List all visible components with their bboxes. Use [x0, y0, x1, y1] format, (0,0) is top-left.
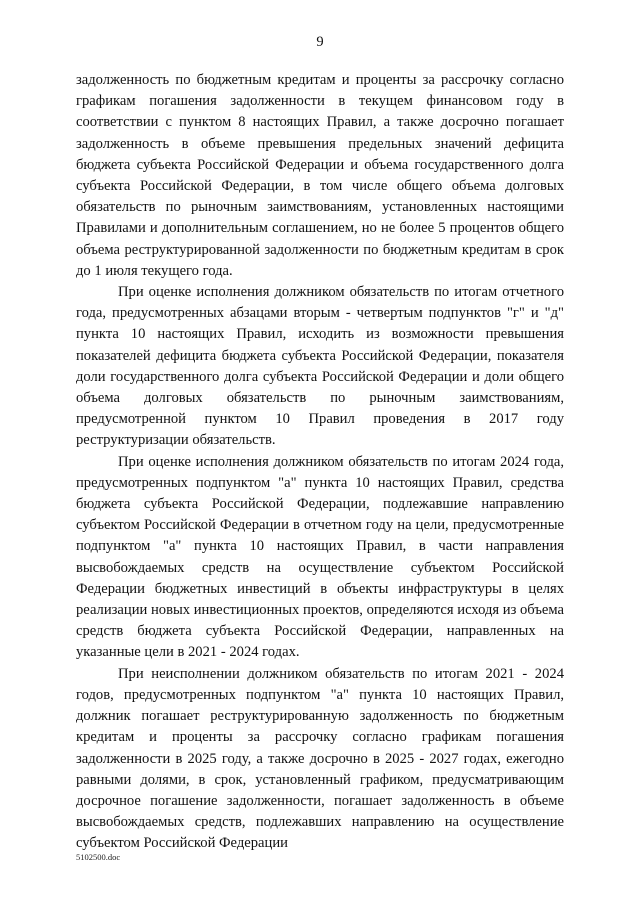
paragraph-continuation: задолженность по бюджетным кредитам и проценты за рассрочку согласно графикам погашения задолженности в текущем финансовом году в соответствии с пунктом 8 настоящих Правил, а также досрочно погашает задолженность в объеме превышения предельных значений дефицита бюджета субъекта Российской Федерации и объема государственного долга субъекта Российской Федерации, в том числе общего объема долговых обязательств по рыночным заимствованиям, установленных настоящими Правилами и дополнительным соглашением, но не более 5 процентов общего объема реструктурированной задолженности по бюджетным кредитам в срок до 1 июля текущего года. [76, 72, 564, 279]
document-body [76, 70, 564, 855]
paragraph-non-fulfillment: При неисполнении должником обязательств по итогам 2021 - 2024 годов, предусмотренных подпунктом "а" пункта 10 настоящих Правил, должник погашает реструктурированную задолженность по бюджетным кредитам и проценты за рассрочку согласно графикам погашения задолженности в 2025 году, а также досрочно в 2025 - 2027 годах, ежегодно равными долями, в срок, установленный графиком, предусматривающим досрочное погашение задолженности, погашает задолженность в объеме высвобождаемых средств, подлежавших направлению на осуществление субъектом Российской Федерации [76, 665, 564, 852]
paragraph-assessment-2024: При оценке исполнения должником обязательств по итогам 2024 года, предусмотренных подпунктом "а" пункта 10 настоящих Правил, средства бюджета субъекта Российской Федерации, подлежавшие направлению субъектом Российской Федерации в отчетном году на цели, предусмотренные подпунктом "а" пункта 10 настоящих Правил, в части направления высвобождаемых средств на осуществление субъектом Российской Федерации бюджетных инвестиций в объекты инфраструктуры в целях реализации новых инвестиционных проектов, определяются исходя из объема средств бюджета субъекта Российской Федерации, направленных на указанные цели в 2021 - 2024 годах. [76, 453, 564, 661]
footer-filename: 5102500.doc [76, 852, 121, 862]
paragraph-assessment-reporting-year: При оценке исполнения должником обязательств по итогам отчетного года, предусмотренных абзацами вторым - четвертым подпунктов "г" и "д" пункта 10 настоящих Правил, исходить из возможности превышения показателей дефицита бюджета субъекта Российской Федерации, показателя доли государственного долга субъекта Российской Федерации и доли общего объема долговых обязательств по рыночным заимствованиям, предусмотренной пунктом 10 Правил проведения в 2017 году реструктуризации обязательств. [76, 284, 564, 449]
page-number: 9 [316, 34, 324, 50]
